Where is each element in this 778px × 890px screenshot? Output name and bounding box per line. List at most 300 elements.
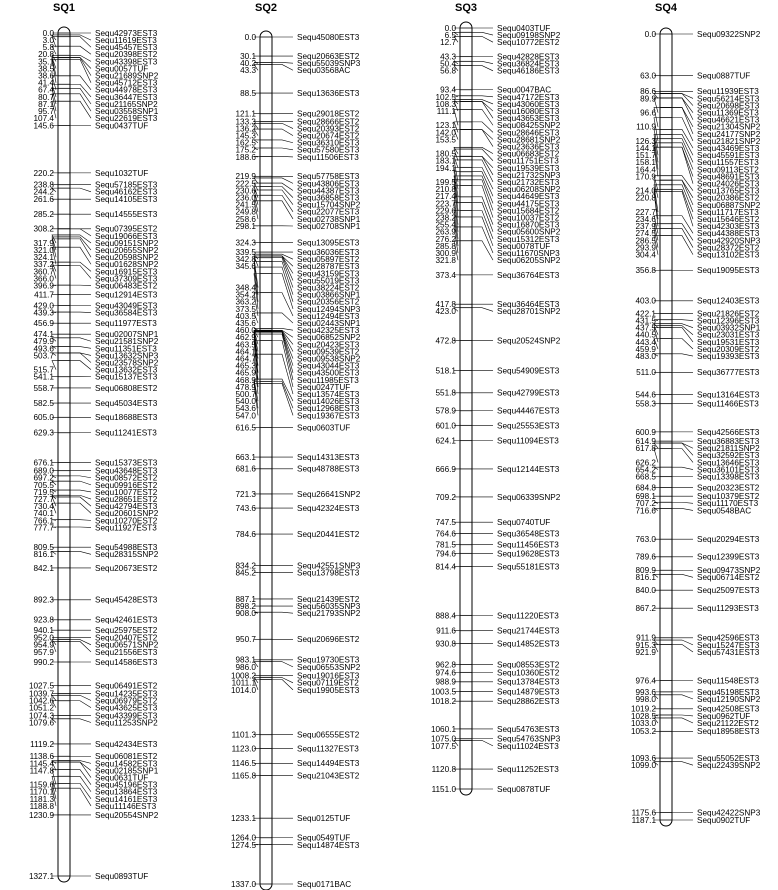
marker-label: Sequ03866SNP1 [297,290,361,300]
marker-label: Sequ06852SNP2 [297,333,361,343]
position-label: 716.6 [635,506,656,516]
marker-label: Sequ15373EST3 [95,458,158,468]
marker-connector [472,96,493,97]
marker-label: Sequ11170EST3 [697,499,759,509]
marker-label: Sequ06979EST2 [95,696,158,706]
marker-label: Sequ22619EST3 [95,114,158,124]
position-label: 199.5 [435,177,456,187]
position-label: 684.8 [635,483,656,493]
marker-label: Sequ43469EST3 [697,144,760,154]
marker-label: Sequ57580EST3 [297,145,360,155]
marker-label: Sequ11717EST3 [697,207,759,217]
position-label: 1008.2 [230,671,256,681]
marker-label: Sequ02185SNP1 [95,766,159,776]
marker-label: Sequ14582EST3 [95,759,158,769]
marker-label: Sequ20696EST2 [297,635,360,645]
marker-label: Sequ10270EST2 [95,516,158,526]
marker-label: Sequ11466EST3 [697,399,759,409]
marker-label: Sequ42973EST3 [95,28,158,38]
position-label: 339.5 [235,247,256,257]
marker-label: Sequ0247TUF [297,382,351,392]
position-label: 990.2 [33,657,54,667]
position-label: 403.0 [635,296,656,306]
position-label: 1165.8 [231,771,256,781]
position-label: 238.8 [33,180,54,190]
marker-connector [70,247,91,264]
position-label: 86.6 [640,87,656,97]
marker-label: Sequ20407EST2 [95,633,158,643]
chromosome-bar [460,22,472,795]
marker-label: Sequ21556EST3 [95,647,158,657]
group-title: SQ3 [454,2,478,14]
marker-label: Sequ0902TUF [697,815,751,825]
marker-label: Sequ20386EST2 [697,193,760,203]
marker-label: Sequ11751EST3 [497,156,559,166]
marker-label: Sequ11456EST3 [497,540,559,550]
marker-label: Sequ21304SNP2 [697,122,761,132]
position-label: 293.9 [635,243,656,253]
position-label: 940.1 [33,626,54,636]
position-label: 676.1 [33,458,54,468]
position-label: 123.1 [435,121,456,131]
marker-label: Sequ19393EST3 [697,351,760,361]
marker-label: Sequ19531EST3 [697,337,760,347]
position-label: 324.1 [33,253,54,263]
marker-connector [272,178,293,183]
marker-label: Sequ06714EST2 [697,573,760,583]
marker-label: Sequ19095EST3 [697,266,760,276]
marker-label: Sequ22077EST3 [297,207,360,217]
position-label: 998.0 [635,694,656,704]
marker-label: Sequ28651EST2 [95,494,158,504]
marker-label: Sequ13095EST3 [297,238,360,248]
position-label: 229.6 [435,206,456,216]
position-label: 144.1 [635,144,656,154]
marker-label: Sequ44649EST3 [497,192,560,202]
position-label: 238.2 [435,213,456,223]
position-label: 422.1 [635,309,656,319]
marker-label: Sequ05600SNP2 [497,227,561,237]
marker-label: Sequ36883EST3 [697,437,760,447]
marker-label: Sequ42596EST3 [697,633,760,643]
position-label: 5.8 [42,43,54,53]
marker-label: Sequ23031EST3 [697,330,760,340]
position-label: 468.9 [235,375,256,385]
position-label: 974.6 [435,668,456,678]
marker-label: Sequ24026EST3 [697,179,760,189]
marker-connector [672,718,693,723]
position-label: 308.2 [33,224,54,234]
marker-connector [272,64,293,70]
position-label: 107.4 [33,114,54,124]
marker-label: Sequ20441EST2 [297,529,360,539]
position-label: 95.7 [38,107,54,116]
marker-label: Sequ15137EST3 [95,372,158,382]
position-label: 957.9 [33,647,54,657]
marker-label: Sequ20554SNP2 [95,810,159,820]
position-label: 911.9 [636,633,656,643]
marker-label: Sequ12968EST3 [297,404,360,414]
marker-label: Sequ43648EST3 [95,466,158,476]
position-label: 164.4 [635,165,656,175]
position-label: 373.5 [235,304,256,314]
marker-connector [672,339,693,349]
position-label: 1051.2 [28,703,54,713]
position-label: 558.7 [33,383,54,393]
marker-connector [672,107,693,126]
marker-label: Sequ0057TUF [95,64,149,74]
marker-connector [70,497,91,506]
marker-label: Sequ42324EST3 [297,503,360,513]
position-label: 219.9 [235,172,256,182]
marker-label: Sequ45457EST3 [95,43,158,53]
position-label: 210.8 [435,185,456,195]
marker-label: Sequ22439SNP2 [697,761,761,771]
position-label: 816.1 [635,573,656,583]
marker-label: Sequ15646EST2 [697,215,760,225]
position-label: 1327.1 [28,871,54,881]
marker-label: Sequ20393EST2 [297,124,360,134]
marker-label: Sequ05897EST2 [297,255,360,265]
marker-label: Sequ28646EST3 [497,128,560,138]
position-label: 1101.3 [231,730,256,740]
marker-label: Sequ06887SNP2 [697,200,761,210]
marker-label: Sequ13574EST3 [297,389,360,399]
marker-label: Sequ0887TUF [697,71,751,81]
marker-connector [472,109,493,125]
position-label: 462.9 [235,333,256,343]
marker-label: Sequ20423EST3 [297,340,360,350]
position-label: 38.6 [38,71,54,81]
position-label: 915.3 [635,640,656,650]
marker-label: Sequ12914EST3 [95,290,158,300]
marker-label: Sequ21122EST2 [697,718,759,728]
marker-label: Sequ20294EST3 [697,535,760,545]
marker-connector [70,490,91,492]
position-label: 1093.6 [630,753,656,763]
position-label: 464.1 [235,347,256,357]
marker-label: Sequ0047BAC [497,85,552,95]
marker-label: Sequ55181EST3 [497,562,560,572]
marker-connector [272,328,293,330]
marker-connector [70,783,91,798]
position-label: 993.6 [635,687,656,697]
marker-label: Sequ12190SNP2 [697,694,761,704]
marker-label: Sequ42422SNP3 [697,808,761,818]
marker-label: Sequ57758EST3 [297,172,360,182]
position-label: 624.1 [435,436,456,446]
marker-connector [472,129,493,139]
position-label: 183.1 [435,156,456,166]
position-label: 220.2 [33,168,54,178]
marker-label: Sequ44175EST3 [497,199,560,209]
position-label: 950.7 [235,635,256,645]
position-label: 236.0 [235,193,256,203]
position-label: 261.6 [33,195,54,205]
marker-label: Sequ21732SNP3 [497,170,561,180]
position-label: 727.7 [33,494,54,504]
position-label: 417.8 [435,300,456,310]
marker-connector [472,308,493,312]
position-label: 479.9 [33,337,54,347]
position-label: 582.5 [33,398,54,408]
position-label: 1230.9 [28,810,54,820]
marker-label: Sequ02738SNP1 [297,214,361,224]
marker-label: Sequ19539EST3 [497,163,560,173]
position-label: 102.5 [435,92,456,102]
marker-label: Sequ36764EST3 [497,270,560,280]
position-label: 500.7 [235,389,256,399]
position-label: 626.2 [635,458,656,468]
position-label: 814.4 [435,562,456,572]
marker-label: Sequ0603TUF [297,423,351,433]
marker-connector [70,37,91,48]
marker-label: Sequ13636EST3 [297,88,360,98]
marker-label: Sequ03932SNP1 [697,323,761,333]
marker-label: Sequ38224EST2 [297,283,360,293]
marker-connector [70,719,91,723]
position-label: 223.7 [435,199,456,209]
marker-connector [272,662,293,667]
marker-connector [672,644,693,652]
group-title: SQ2 [254,2,278,14]
position-label: 1151.0 [431,784,456,794]
marker-connector [672,715,693,716]
position-label: 464.7 [235,354,256,364]
position-label: 1147.8 [29,766,54,776]
position-label: 511.0 [636,368,656,378]
marker-connector [472,36,493,42]
chromosome-bar [58,27,70,882]
position-label: 180.5 [435,149,456,159]
position-label: 222.5 [235,179,256,189]
marker-label: Sequ21744EST3 [497,626,560,636]
position-label: 3.0 [42,36,54,45]
position-label: 888.4 [435,611,456,621]
marker-label: Sequ28701SNP2 [497,307,561,317]
position-label: 794.6 [435,549,456,559]
position-label: 629.3 [33,428,54,438]
marker-label: Sequ18688EST3 [95,413,158,423]
marker-label: Sequ09539EST2 [297,347,360,357]
marker-label: Sequ42794EST3 [95,502,158,512]
marker-label: Sequ11369EST3 [697,108,759,118]
marker-label: Sequ06339SNP2 [497,492,561,502]
position-label: 321.8 [435,256,456,266]
position-label: 153.5 [435,135,456,145]
marker-label: Sequ28372EST2 [697,243,760,253]
marker-label: Sequ0548BAC [697,506,752,516]
position-label: 423.0 [435,307,456,317]
position-label: 809.9 [635,566,656,576]
marker-label: Sequ21826EST2 [697,309,760,319]
position-label: 88.5 [240,88,256,98]
position-label: 600.9 [635,427,656,437]
marker-label: Sequ24177SNP2 [697,129,761,139]
position-label: 816.1 [33,550,54,560]
marker-label: Sequ25097EST3 [697,586,760,596]
position-label: 411.7 [34,290,54,300]
position-label: 145.6 [33,121,54,131]
marker-label: Sequ07395EST2 [95,224,158,234]
marker-label: Sequ57185EST3 [95,180,158,190]
position-label: 431.5 [635,316,656,326]
marker-label: Sequ45080EST3 [297,32,360,42]
position-label: 1077.5 [430,741,456,751]
position-label: 67.4 [38,85,54,95]
marker-label: Sequ42566EST3 [697,427,760,437]
marker-label: Sequ14161EST3 [95,794,158,804]
position-label: 463.5 [235,340,256,350]
marker-label: Sequ0078TUF [497,241,551,251]
position-label: 764.6 [435,529,456,539]
position-label: 898.2 [235,601,256,611]
marker-label: Sequ11548EST3 [697,676,759,686]
position-label: 697.2 [33,473,54,483]
position-label: 354.2 [235,290,256,300]
position-label: 1146.5 [231,759,256,769]
position-label: 743.6 [235,503,256,513]
marker-label: Sequ16080EST3 [497,106,560,116]
position-label: 840.0 [635,586,656,596]
marker-label: Sequ44388EST3 [697,229,760,239]
position-label: 0.0 [444,23,456,33]
position-label: 988.9 [435,677,456,687]
marker-connector [672,467,693,469]
position-label: 1019.2 [630,704,656,714]
chromosome-bar [260,31,272,890]
marker-label: Sequ13398EST3 [697,472,760,482]
marker-connector [70,762,91,770]
position-label: 1075.0 [430,734,456,744]
marker-label: Sequ0403TUF [497,23,551,33]
marker-label: Sequ21165SNP2 [95,99,158,109]
marker-label: Sequ56214EST3 [697,94,760,104]
position-label: 89.9 [640,94,656,104]
position-label: 111.1 [436,106,456,116]
position-label: 1170.1 [29,787,54,797]
marker-label: Sequ06491EST2 [95,681,158,691]
marker-connector [472,160,493,182]
marker-label: Sequ21732EST3 [497,177,560,187]
position-label: 345.6 [235,262,256,272]
position-label: 721.3 [235,489,256,499]
marker-connector [70,265,91,278]
marker-label: Sequ42303EST3 [697,222,760,232]
position-label: 617.8 [635,444,656,454]
marker-label: Sequ11293EST3 [697,604,759,614]
position-label: 342.8 [235,255,256,265]
position-label: 709.2 [435,492,456,502]
position-label: 472.8 [435,336,456,346]
position-label: 93.4 [440,85,456,95]
marker-label: Sequ11670SNP3 [497,248,560,258]
marker-label: Sequ37309EST3 [95,274,158,284]
position-label: 1039.7 [28,689,54,699]
position-label: 348.4 [235,283,256,293]
marker-label: Sequ10379EST2 [697,492,760,502]
marker-label: Sequ45428EST3 [95,595,158,605]
position-label: 87.1 [38,99,54,109]
marker-label: Sequ28666EST2 [297,117,360,127]
position-label: 126.3 [635,136,656,146]
position-label: 540.0 [235,397,256,407]
position-label: 1074.3 [28,711,54,721]
marker-connector [672,320,693,321]
marker-label: Sequ36824EST3 [497,59,560,69]
marker-label: Sequ11985EST3 [297,375,359,385]
marker-label: Sequ36101EST3 [697,465,760,475]
position-label: 784.6 [235,529,256,539]
marker-label: Sequ18958EST3 [697,727,760,737]
marker-connector [472,167,493,189]
marker-label: Sequ0549TUF [297,833,351,843]
marker-label: Sequ36310EST3 [297,138,360,148]
position-label: 337.2 [33,260,54,270]
position-label: 705.5 [33,480,54,490]
position-label: 1027.5 [28,681,54,691]
marker-label: Sequ20356EST2 [297,297,360,307]
marker-connector [70,262,91,271]
position-label: 809.5 [33,543,54,553]
position-label: 175.2 [235,145,256,155]
marker-label: Sequ42461EST3 [95,615,158,625]
marker-connector [70,520,91,521]
marker-label: Sequ42799EST3 [497,388,560,398]
marker-label: Sequ15247EST3 [697,640,760,650]
marker-label: Sequ11927EST3 [95,523,157,533]
marker-label: Sequ14026EST3 [297,397,360,407]
position-label: 300.9 [435,248,456,258]
marker-label: Sequ55039SNP3 [297,59,361,69]
position-label: 558.3 [635,399,656,409]
marker-label: Sequ06081EST2 [95,752,158,762]
marker-connector [472,149,493,161]
marker-label: Sequ48691EST3 [697,172,760,182]
marker-label: Sequ45198EST3 [697,687,760,697]
marker-label: Sequ55052EST3 [697,753,760,763]
marker-connector [272,190,293,205]
marker-connector [70,347,91,349]
marker-label: Sequ44387EST3 [297,186,360,196]
marker-label: Sequ06205SNP2 [497,256,561,266]
marker-connector [672,508,693,510]
position-label: 654.2 [635,465,656,475]
marker-connector [272,612,293,613]
position-label: 121.1 [235,109,256,119]
marker-label: Sequ11253SNP2 [95,718,158,728]
position-label: 217.4 [435,192,456,202]
marker-label: Sequ14852EST3 [497,639,560,649]
marker-label: Sequ21581SNP2 [95,337,159,347]
position-label: 887.1 [235,594,256,604]
position-label: 285.8 [435,241,456,251]
group-title: SQ4 [654,2,678,14]
position-label: 363.2 [235,297,256,307]
marker-connector [672,192,693,227]
position-label: 162.5 [235,138,256,148]
marker-connector [70,481,91,485]
marker-label: Sequ43398EST3 [95,57,158,67]
marker-label: Sequ01628SNP2 [95,260,159,270]
marker-label: Sequ11619EST3 [95,36,157,45]
position-label: 440.5 [635,330,656,340]
position-label: 892.3 [33,595,54,605]
marker-label: Sequ19016EST3 [297,671,360,681]
marker-label: Sequ36548EST3 [497,529,560,539]
marker-label: Sequ54909EST3 [497,366,560,376]
marker-connector [672,147,693,183]
